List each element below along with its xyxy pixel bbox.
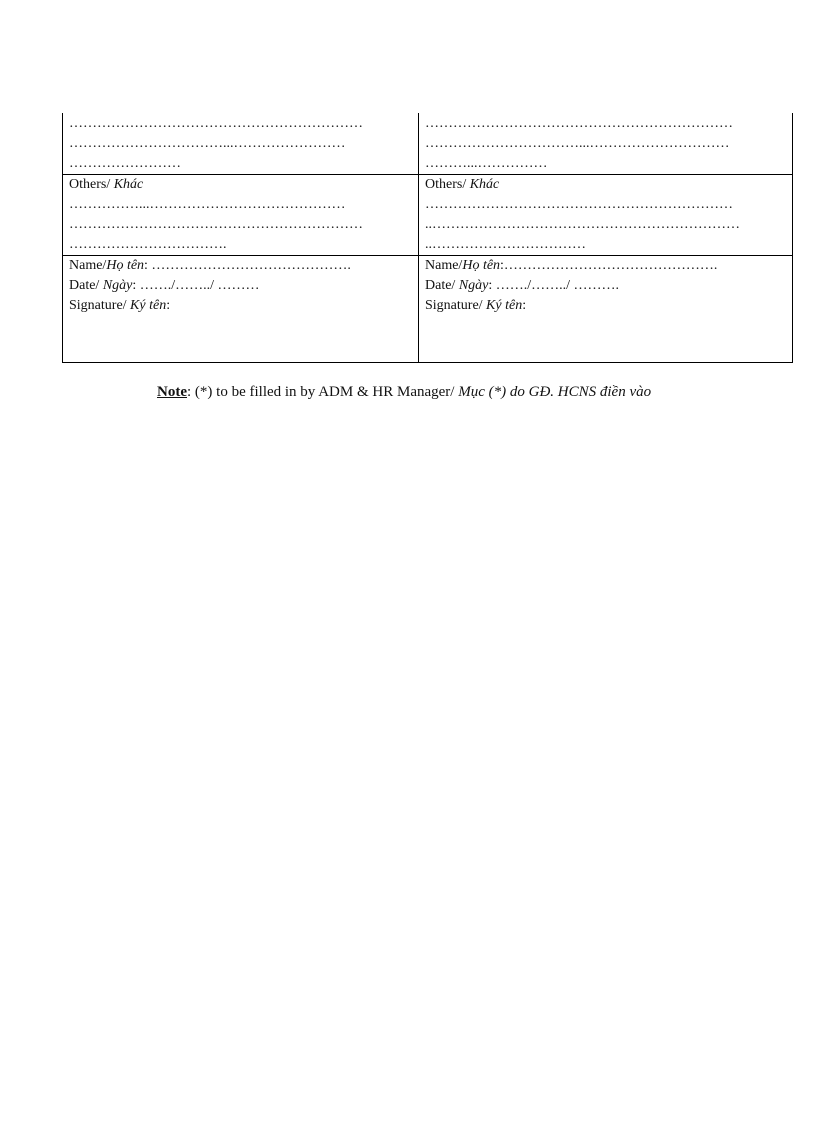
form-row-comments: [63, 113, 793, 175]
signature-colon: :: [522, 298, 527, 313]
note-text-en: : (*) to be filled in by ADM & HR Manager/: [187, 384, 455, 400]
name-blank: : …………………………………….: [144, 258, 351, 273]
date-blank: : ……./……../ ……….: [488, 278, 620, 293]
cell-left-signature: [63, 256, 419, 363]
cell-left-comments[interactable]: [63, 113, 419, 175]
date-label-vi: Ngày: [458, 278, 489, 293]
name-label-vi: Họ tên: [462, 258, 501, 273]
date-label-en: Date/: [69, 278, 100, 293]
signature-field[interactable]: [69, 296, 412, 316]
signature-label-en: Signature/: [69, 298, 127, 313]
dotted-line: ……………………………...…………………………: [425, 136, 730, 151]
name-label-vi: Họ tên: [106, 258, 145, 273]
name-label-en: Name/: [425, 258, 463, 273]
dotted-line: …………………………….: [69, 237, 227, 252]
others-label-vi: Khác: [113, 177, 144, 192]
others-label-en: Others/: [69, 177, 111, 192]
approval-form-table: [62, 113, 793, 363]
dotted-line: …………………………………………………………: [425, 197, 733, 212]
others-label: [425, 175, 786, 195]
dotted-line: ………...……………: [425, 156, 548, 171]
cell-right-comments[interactable]: [419, 113, 793, 175]
signature-label-en: Signature/: [425, 298, 483, 313]
dotted-line: ..…………………………………………………………: [425, 217, 740, 232]
cell-right-signature: [419, 256, 793, 363]
others-label-vi: Khác: [469, 177, 500, 192]
date-label-vi: Ngày: [102, 278, 133, 293]
note-label: Note: [157, 384, 187, 400]
cell-right-others[interactable]: [419, 175, 793, 256]
date-label-en: Date/: [425, 278, 456, 293]
name-field[interactable]: [69, 256, 412, 276]
note-text-vi: Mục (*) do GĐ. HCNS điền vào: [458, 384, 652, 400]
name-blank: :……………………………………….: [500, 258, 718, 273]
others-label: [69, 175, 412, 195]
dotted-line: ……………………………...……………………: [69, 136, 346, 151]
date-blank: : ……./……../ ………: [132, 278, 260, 293]
signature-label-vi: Ký tên: [130, 298, 167, 313]
signature-field[interactable]: [425, 296, 786, 316]
cell-left-others[interactable]: [63, 175, 419, 256]
footnote: [157, 382, 651, 402]
signature-colon: :: [166, 298, 171, 313]
dotted-line: ………………………………………………………: [69, 116, 363, 131]
dotted-line: …………………………………………………………: [425, 116, 733, 131]
form-row-others: [63, 175, 793, 256]
dotted-line: ……………...……………………………………: [69, 197, 346, 212]
signature-label-vi: Ký tên: [486, 298, 523, 313]
name-field[interactable]: [425, 256, 786, 276]
date-field[interactable]: [69, 276, 412, 296]
date-field[interactable]: [425, 276, 786, 296]
form-row-signature: [63, 256, 793, 363]
dotted-line: ………………………………………………………: [69, 217, 363, 232]
dotted-line: ……………………: [69, 156, 181, 171]
dotted-line: ..……………………………: [425, 237, 586, 252]
name-label-en: Name/: [69, 258, 107, 273]
others-label-en: Others/: [425, 177, 467, 192]
